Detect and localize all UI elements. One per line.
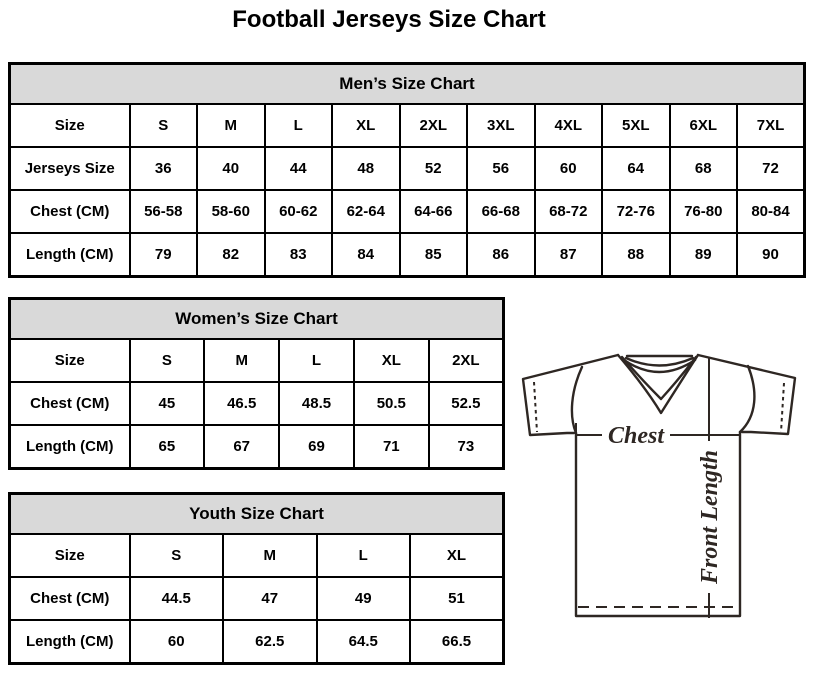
mens-row-label: Jerseys Size [10,147,130,190]
mens-cell: 82 [197,233,265,277]
chest-label: Chest [607,423,665,449]
mens-row-label: Chest (CM) [10,190,130,233]
womens-col-header: S [130,339,205,382]
youth-row-0 [10,534,504,577]
mens-cell: 52 [400,147,468,190]
mens-cell: 76-80 [670,190,738,233]
mens-cell: 84 [332,233,400,277]
mens-row-3 [10,233,805,277]
jersey-collar-rib-arc-1 [626,358,693,366]
youth-cell: 51 [410,577,504,620]
jersey-collar-inner-v [622,357,696,399]
mens-cell: 48 [332,147,400,190]
mens-cell: 86 [467,233,535,277]
mens-title-row [10,64,805,105]
mens-row-1 [10,147,805,190]
womens-row-label: Length (CM) [10,425,130,469]
jersey-right-armhole-seam [740,366,754,432]
mens-cell: 89 [670,233,738,277]
mens-size-table [8,62,806,278]
womens-table-title: Women’s Size Chart [10,299,504,340]
youth-row-label: Chest (CM) [10,577,130,620]
mens-cell: 72-76 [602,190,670,233]
mens-cell: 68-72 [535,190,603,233]
womens-title-row [10,299,504,340]
mens-cell: 64-66 [400,190,468,233]
mens-cell: 40 [197,147,265,190]
womens-cell: 46.5 [204,382,279,425]
youth-size-table [8,492,505,665]
youth-row-label: Size [10,534,130,577]
mens-cell: 64 [602,147,670,190]
womens-row-2 [10,425,504,469]
page-title: Football Jerseys Size Chart [232,6,546,33]
mens-cell: 66-68 [467,190,535,233]
mens-cell: 60 [535,147,603,190]
youth-cell: 49 [317,577,411,620]
mens-col-header: 5XL [602,104,670,147]
womens-cell: 45 [130,382,205,425]
youth-row-label: Length (CM) [10,620,130,664]
mens-cell: 56 [467,147,535,190]
mens-row-2 [10,190,805,233]
youth-cell: 62.5 [223,620,317,664]
mens-table-title: Men’s Size Chart [10,64,805,105]
mens-cell: 83 [265,233,333,277]
mens-col-header: 3XL [467,104,535,147]
womens-cell: 65 [130,425,205,469]
womens-cell: 67 [204,425,279,469]
mens-col-header: 4XL [535,104,603,147]
mens-cell: 79 [130,233,198,277]
womens-cell: 69 [279,425,354,469]
womens-cell: 73 [429,425,504,469]
womens-row-label: Chest (CM) [10,382,130,425]
mens-col-header: 2XL [400,104,468,147]
youth-cell: 47 [223,577,317,620]
mens-col-header: M [197,104,265,147]
youth-title-row [10,494,504,535]
womens-row-1 [10,382,504,425]
womens-cell: 52.5 [429,382,504,425]
front-length-label: Front Length [697,449,723,585]
mens-cell: 60-62 [265,190,333,233]
mens-cell: 68 [670,147,738,190]
youth-table-title: Youth Size Chart [10,494,504,535]
youth-col-header: L [317,534,411,577]
womens-row-label: Size [10,339,130,382]
mens-col-header: L [265,104,333,147]
youth-col-header: S [130,534,224,577]
mens-cell: 44 [265,147,333,190]
womens-cell: 71 [354,425,429,469]
mens-cell: 80-84 [737,190,805,233]
mens-col-header: 6XL [670,104,738,147]
mens-cell: 56-58 [130,190,198,233]
youth-cell: 60 [130,620,224,664]
womens-cell: 50.5 [354,382,429,425]
youth-cell: 64.5 [317,620,411,664]
womens-col-header: 2XL [429,339,504,382]
mens-col-header: 7XL [737,104,805,147]
youth-cell: 66.5 [410,620,504,664]
mens-row-label: Length (CM) [10,233,130,277]
youth-col-header: M [223,534,317,577]
mens-cell: 72 [737,147,805,190]
mens-cell: 87 [535,233,603,277]
mens-col-header: XL [332,104,400,147]
womens-col-header: XL [354,339,429,382]
youth-row-1 [10,577,504,620]
mens-cell: 85 [400,233,468,277]
mens-cell: 90 [737,233,805,277]
womens-col-header: L [279,339,354,382]
jersey-diagram-svg [508,336,808,636]
jersey-right-sleeve-outline [698,355,795,434]
youth-col-header: XL [410,534,504,577]
mens-row-label: Size [10,104,130,147]
mens-cell: 62-64 [332,190,400,233]
left-cuff-dashed-line [534,382,537,432]
jersey-measurement-diagram [508,336,808,636]
youth-cell: 44.5 [130,577,224,620]
womens-size-table [8,297,505,470]
mens-cell: 58-60 [197,190,265,233]
youth-row-2 [10,620,504,664]
mens-cell: 36 [130,147,198,190]
womens-row-0 [10,339,504,382]
right-cuff-dashed-line [781,383,784,432]
mens-col-header: S [130,104,198,147]
mens-cell: 88 [602,233,670,277]
womens-cell: 48.5 [279,382,354,425]
womens-col-header: M [204,339,279,382]
mens-row-0 [10,104,805,147]
